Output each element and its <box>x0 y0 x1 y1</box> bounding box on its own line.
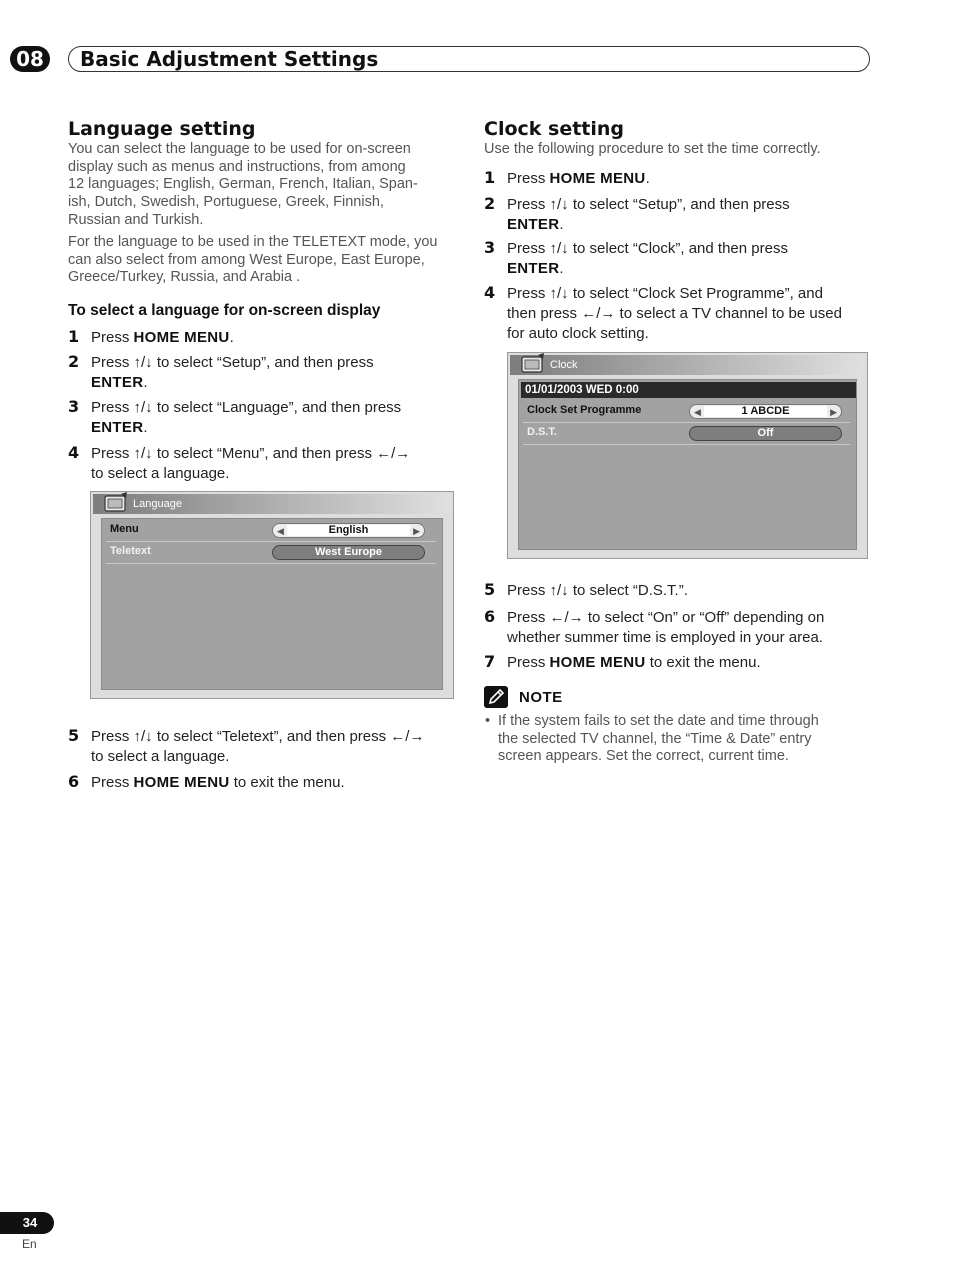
note-title: NOTE <box>519 689 563 706</box>
clock-heading: Clock setting <box>484 118 625 140</box>
key-name: ENTER <box>507 260 560 277</box>
screen-title: Clock <box>550 359 578 371</box>
step-text <box>91 398 461 438</box>
right-arrow-icon[interactable]: ▶ <box>830 407 837 417</box>
key-name: HOME MENU <box>549 170 646 187</box>
language-subheading: To select a language for on-screen display <box>68 302 381 319</box>
text-line: 12 languages; English, German, French, Italian, Span- <box>68 176 418 193</box>
text-line: For the language to be used in the TELETEXT mode, you <box>68 234 438 250</box>
step-text-part: Press ↑/↓ to select “Language”, and then press <box>91 399 402 416</box>
key-name: ENTER <box>91 374 144 391</box>
note-pencil-icon <box>484 686 508 708</box>
step-number: 4 <box>68 443 80 462</box>
tv-menu-icon <box>520 353 546 375</box>
row-label: Menu <box>110 523 139 535</box>
dst-selector[interactable]: Off <box>689 426 842 441</box>
row-label: D.S.T. <box>527 426 557 438</box>
step-number: 6 <box>484 607 496 626</box>
step-number: 3 <box>68 397 80 416</box>
text-line: the selected TV channel, the “Time & Date” entry <box>498 730 812 747</box>
step-text-part: Press ↑/↓ to select “Teletext”, and then press ←/→ <box>91 728 425 745</box>
text-line: display such as menus and instructions, from among <box>68 158 406 175</box>
step-text-part: Press ←/→ to select “On” or “Off” depending on <box>507 609 825 626</box>
clock-menu-screen <box>507 352 868 559</box>
teletext-language-selector[interactable]: West Europe <box>272 545 425 560</box>
page-number: 34 <box>0 1212 54 1234</box>
language-teletext-paragraph <box>68 234 458 287</box>
language-intro <box>68 141 458 230</box>
step-text-part: Press <box>507 654 550 671</box>
text-line: can also select from among West Europe, East Europe, <box>68 251 425 268</box>
step-text-part: . <box>645 170 650 187</box>
step-text <box>91 353 461 393</box>
step-text-part: . <box>143 374 148 391</box>
menu-row[interactable] <box>106 520 436 542</box>
step-number: 2 <box>484 194 496 213</box>
step-number: 6 <box>68 772 80 791</box>
key-name: HOME MENU <box>133 774 230 791</box>
page-language: En <box>22 1237 37 1251</box>
left-arrow-icon[interactable]: ◀ <box>694 407 701 417</box>
row-label: Teletext <box>110 545 151 557</box>
step-text <box>507 653 761 673</box>
screen-body <box>101 518 443 690</box>
step-text-part: Press <box>507 170 550 187</box>
step-number: 1 <box>68 327 80 346</box>
step-text-part: . <box>559 260 564 277</box>
step-number: 5 <box>68 726 80 745</box>
step-number: 3 <box>484 238 496 257</box>
page-title: Basic Adjustment Settings <box>80 47 379 71</box>
step-text-part: Press ↑/↓ to select “Setup”, and then press <box>507 196 790 213</box>
step-text-part: to select a language. <box>91 465 230 482</box>
step-text-part: whether summer time is employed in your area. <box>507 629 823 646</box>
step-number: 5 <box>484 580 496 599</box>
step-text: Press ↑/↓ to select “D.S.T.”. <box>507 582 688 599</box>
menu-language-selector[interactable] <box>272 523 425 538</box>
key-name: ENTER <box>91 419 144 436</box>
text-line: Russian and Turkish. <box>68 211 204 228</box>
step-text-part: to select a language. <box>91 748 230 765</box>
step-text-part: then press ←/→ to select a TV channel to be used <box>507 305 842 322</box>
tv-menu-icon <box>103 492 129 514</box>
date-time-display: 01/01/2003 WED 0:00 <box>521 382 856 398</box>
language-heading: Language setting <box>68 118 256 140</box>
left-arrow-icon[interactable]: ◀ <box>277 526 284 536</box>
language-menu-screen <box>90 491 454 699</box>
screen-title-bar <box>93 494 451 514</box>
step-text <box>507 239 867 279</box>
dst-row[interactable] <box>523 423 850 445</box>
chapter-number: 08 <box>10 46 50 72</box>
text-line: You can select the language to be used for on-screen <box>68 141 411 157</box>
step-number: 2 <box>68 352 80 371</box>
step-text-part: Press <box>91 329 134 346</box>
clock-set-programme-row[interactable] <box>523 401 850 423</box>
step-number: 1 <box>484 168 496 187</box>
note-text <box>498 713 878 766</box>
step-text-part: . <box>559 216 564 233</box>
step-text <box>91 444 461 484</box>
right-arrow-icon[interactable]: ▶ <box>413 526 420 536</box>
programme-selector[interactable] <box>689 404 842 419</box>
text-line: screen appears. Set the correct, current time. <box>498 748 789 765</box>
step-text <box>507 169 650 189</box>
selector-value: English <box>287 525 410 536</box>
text-line: ish, Dutch, Swedish, Portuguese, Greek, Finnish, <box>68 194 384 211</box>
step-number: 4 <box>484 283 496 302</box>
step-text-part: . <box>229 329 234 346</box>
bullet: • <box>485 713 491 729</box>
step-text-part: to exit the menu. <box>229 774 345 791</box>
screen-title-bar <box>510 355 865 375</box>
key-name: HOME MENU <box>133 329 230 346</box>
step-text-part: Press ↑/↓ to select “Clock Set Programme”, and <box>507 285 823 302</box>
step-text <box>507 195 867 235</box>
step-text <box>507 284 872 344</box>
row-label: Clock Set Programme <box>527 404 642 416</box>
step-text-part: Press ↑/↓ to select “Setup”, and then press <box>91 354 374 371</box>
step-text-part: to exit the menu. <box>645 654 761 671</box>
step-text <box>507 608 872 648</box>
text-line: Greece/Turkey, Russia, and Arabia . <box>68 269 301 286</box>
step-number: 7 <box>484 652 496 671</box>
step-text <box>91 328 234 348</box>
step-text <box>91 773 345 793</box>
step-text-part: for auto clock setting. <box>507 325 649 342</box>
step-text <box>91 727 461 767</box>
screen-title: Language <box>133 498 182 510</box>
step-text-part: Press ↑/↓ to select “Menu”, and then press ←/→ <box>91 445 411 462</box>
text-line: If the system fails to set the date and time through <box>498 713 819 729</box>
key-name: HOME MENU <box>549 654 646 671</box>
selector-value: 1 ABCDE <box>704 406 827 417</box>
teletext-row[interactable] <box>106 542 436 564</box>
step-text-part: Press <box>91 774 134 791</box>
step-text-part: Press ↑/↓ to select “Clock”, and then press <box>507 240 788 257</box>
clock-intro: Use the following procedure to set the time correctly. <box>484 141 821 157</box>
key-name: ENTER <box>507 216 560 233</box>
screen-body <box>518 379 857 550</box>
step-text-part: . <box>143 419 148 436</box>
